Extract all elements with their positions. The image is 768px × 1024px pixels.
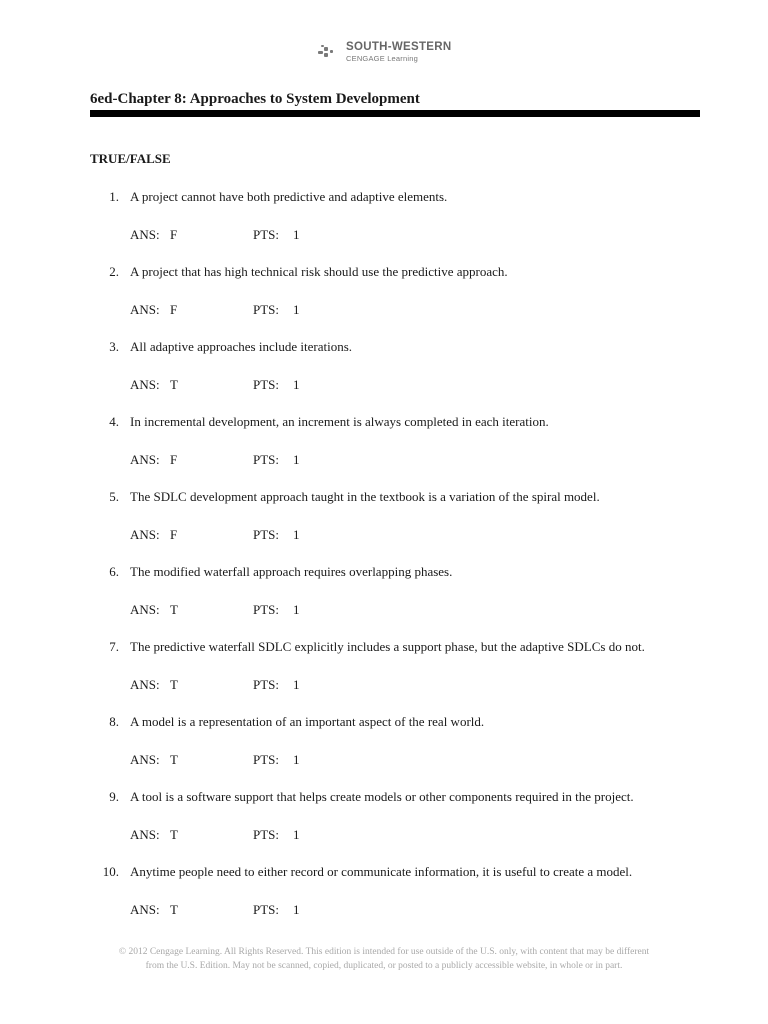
question-text: A model is a representation of an important aspect of the real world. [130,714,485,729]
pts-value: 1 [293,827,300,842]
ans-label: ANS: [130,302,160,317]
pts-label: PTS: [253,527,280,542]
pts-label: PTS: [253,827,280,842]
ans-label: ANS: [130,377,160,392]
question-number: 10. [102,864,119,879]
pts-label: PTS: [253,677,280,692]
ans-value: T [170,827,178,842]
ans-value: T [170,902,178,917]
question-number: 4. [109,414,119,429]
question-number: 5. [109,489,119,504]
question-text: All adaptive approaches include iterations. [130,339,353,354]
footer-line2: from the U.S. Edition. May not be scanned, copied, duplicated, or posted to a publicly accessible website, in whole or in part. [145,961,623,971]
logo-line2: CENGAGE Learning [346,53,418,63]
pts-value: 1 [293,377,300,392]
ans-label: ANS: [130,677,160,692]
ans-label: ANS: [130,602,160,617]
pts-value: 1 [293,752,300,767]
question-text: A project that has high technical risk should use the predictive approach. [130,264,508,279]
chapter-title: 6ed-Chapter 8: Approaches to System Development [90,91,420,107]
footer-line1: © 2012 Cengage Learning. All Rights Reserved. This edition is intended for use outside of the U.S. only, with content that may be different [118,947,650,957]
title-rule [90,110,700,117]
ans-label: ANS: [130,752,160,767]
pts-label: PTS: [253,452,280,467]
ans-label: ANS: [130,902,160,917]
copyright-footer [100,945,668,973]
question-text: In incremental development, an increment is always completed in each iteration. [130,414,549,429]
ans-value: F [170,452,178,467]
pts-label: PTS: [253,752,280,767]
logo-line1: SOUTH-WESTERN [346,41,452,53]
question-text: The modified waterfall approach requires overlapping phases. [130,564,453,579]
ans-value: F [170,527,178,542]
pts-label: PTS: [253,902,280,917]
question-number: 1. [109,189,119,204]
ans-label: ANS: [130,452,160,467]
pts-label: PTS: [253,377,280,392]
ans-label: ANS: [130,227,160,242]
ans-value: F [170,227,178,242]
pts-label: PTS: [253,227,280,242]
question-number: 3. [109,339,119,354]
question-text: Anytime people need to either record or communicate information, it is useful to create a model. [130,864,633,879]
ans-label: ANS: [130,527,160,542]
ans-value: T [170,377,178,392]
pts-value: 1 [293,302,300,317]
question-text: The SDLC development approach taught in the textbook is a variation of the spiral model. [130,489,600,504]
ans-value: T [170,602,178,617]
question-number: 2. [109,264,119,279]
ans-value: T [170,752,178,767]
question-number: 7. [109,639,119,654]
pts-value: 1 [293,602,300,617]
pts-value: 1 [293,527,300,542]
pts-value: 1 [293,677,300,692]
section-heading: TRUE/FALSE [90,151,171,166]
question-number: 9. [109,789,119,804]
ans-label: ANS: [130,827,160,842]
cengage-logo-icon [318,45,342,59]
question-text: The predictive waterfall SDLC explicitly includes a support phase, but the adaptive SDLCs do not. [130,639,645,654]
pts-value: 1 [293,227,300,242]
question-number: 6. [109,564,119,579]
pts-value: 1 [293,452,300,467]
ans-value: F [170,302,178,317]
pts-value: 1 [293,902,300,917]
question-text: A tool is a software support that helps create models or other components required in the project. [130,789,634,804]
question-text: A project cannot have both predictive and adaptive elements. [130,189,448,204]
pts-label: PTS: [253,302,280,317]
ans-value: T [170,677,178,692]
question-number: 8. [109,714,119,729]
pts-label: PTS: [253,602,280,617]
publisher-logo [318,42,451,62]
